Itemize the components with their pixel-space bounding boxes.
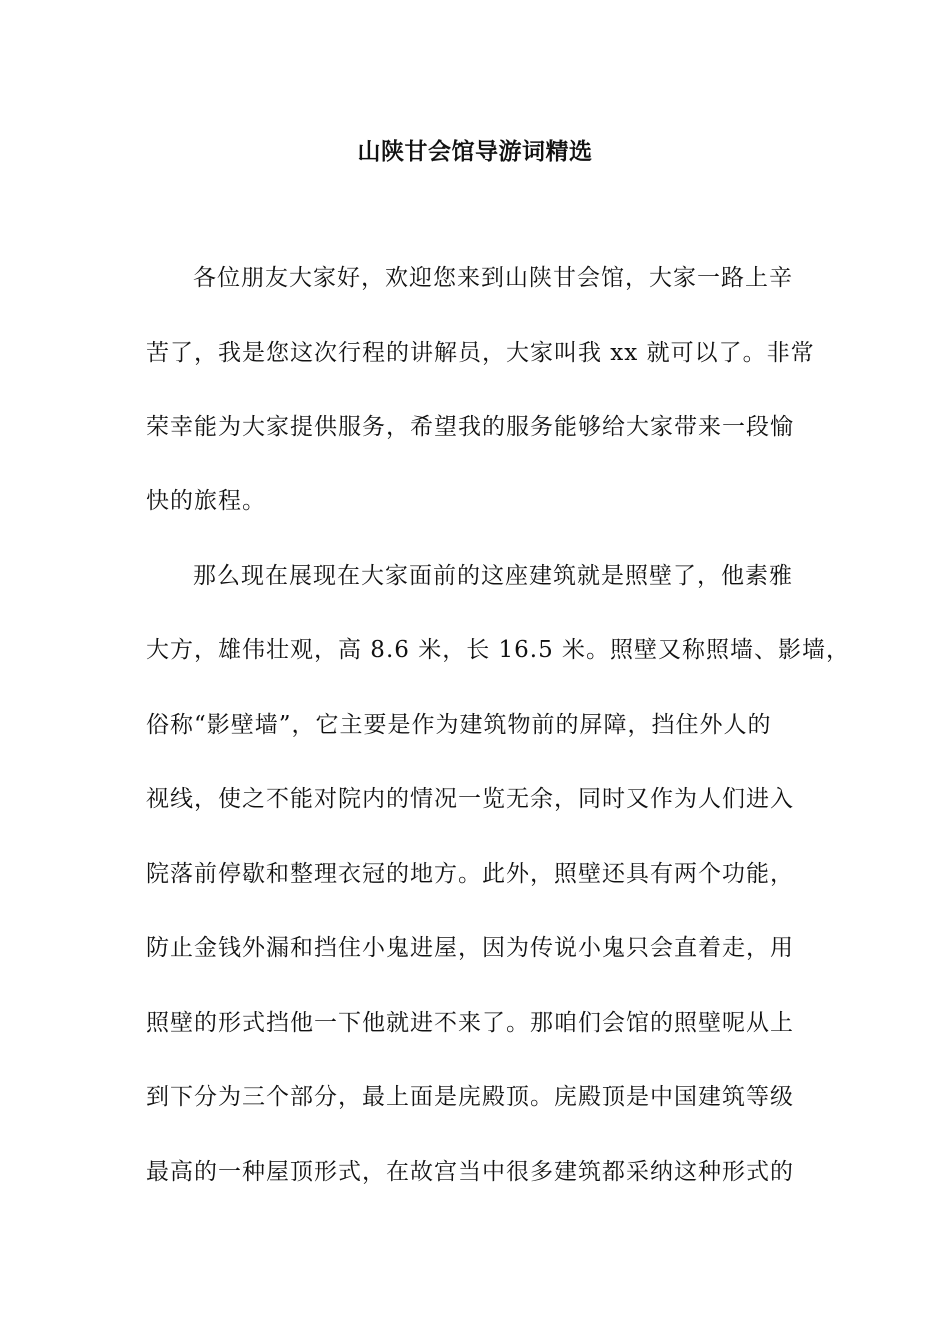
paragraph-2-line-5: 院落前停歇和整理衣冠的地方。此外，照壁还具有两个功能， xyxy=(146,861,794,887)
paragraph-2-line-6: 防止金钱外漏和挡住小鬼进屋，因为传说小鬼只会直着走，用 xyxy=(146,935,794,961)
paragraph-1-line-4: 快的旅程。 xyxy=(146,488,266,514)
paragraph-2-line-2: 大方，雄伟壮观，高 8.6 米，长 16.5 米。照壁又称照墙、影墙， xyxy=(146,637,851,663)
paragraph-2-line-3: 俗称“影壁墙”，它主要是作为建筑物前的屏障，挡住外人的 xyxy=(146,712,772,738)
paragraph-1-line-1: 各位朋友大家好，欢迎您来到山陕甘会馆，大家一路上辛 xyxy=(193,265,793,291)
paragraph-2-line-7: 照壁的形式挡他一下他就进不来了。那咱们会馆的照壁呢从上 xyxy=(146,1010,794,1036)
document-title: 山陕甘会馆导游词精选 xyxy=(357,138,593,165)
paragraph-2-line-9: 最高的一种屋顶形式，在故宫当中很多建筑都采纳这种形式的 xyxy=(146,1159,794,1185)
paragraph-2-line-1: 那么现在展现在大家面前的这座建筑就是照壁了，他素雅 xyxy=(193,563,793,589)
paragraph-2-line-4: 视线，使之不能对院内的情况一览无余，同时又作为人们进入 xyxy=(146,786,794,812)
paragraph-2-line-8: 到下分为三个部分，最上面是庑殿顶。庑殿顶是中国建筑等级 xyxy=(146,1084,794,1110)
paragraph-1-line-2: 苦了，我是您这次行程的讲解员，大家叫我 xx 就可以了。非常 xyxy=(146,340,815,366)
paragraph-1-line-3: 荣幸能为大家提供服务，希望我的服务能够给大家带来一段愉 xyxy=(146,414,794,440)
